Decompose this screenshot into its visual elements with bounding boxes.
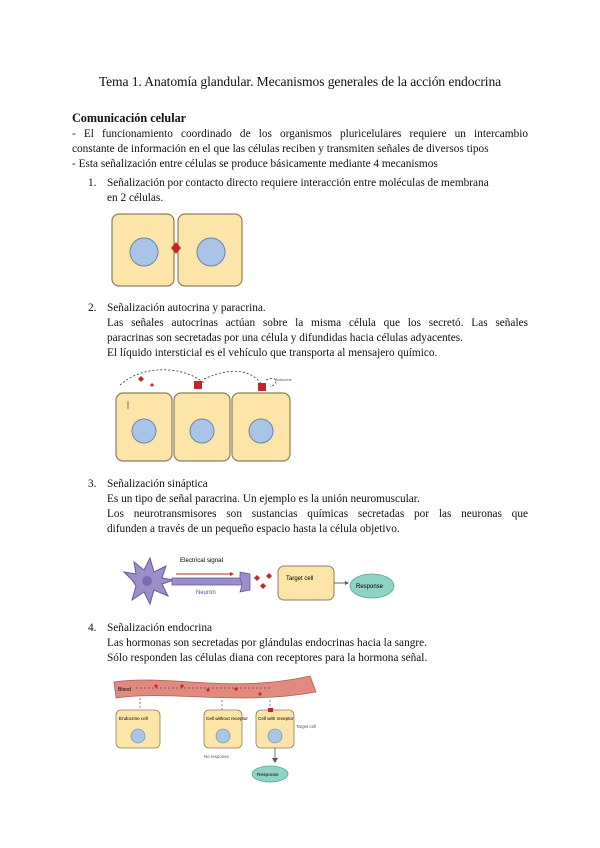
nucleus (197, 238, 225, 266)
signal-molecule (150, 383, 154, 387)
receptor (258, 383, 266, 391)
blood-label: Blood (118, 687, 131, 693)
axon (172, 578, 242, 585)
endocrine-cell-label: Endocrine cell (119, 716, 148, 721)
item-line: en 2 células. (107, 192, 164, 204)
nucleus (190, 419, 214, 443)
response-label: Response (356, 584, 384, 590)
nucleus (249, 419, 273, 443)
intro-line: - El funcionamiento coordinado de los organismos pluricelulares requiere un intercambio (72, 128, 528, 140)
neuron-label: Neuron (196, 590, 216, 596)
blood-vessel (114, 676, 316, 698)
list-number: 3. (88, 478, 97, 490)
arrow-head (345, 581, 349, 585)
target-cell-label: Target cell (286, 576, 314, 582)
item-line: Las señales autocrinas actúan sobre la misma célula que los secretó. Las señales (107, 317, 528, 329)
list-number: 1. (88, 177, 97, 189)
list-item-2 (107, 301, 528, 361)
item-line: difunden a través de un pequeño espacio hasta la célula objetivo. (107, 523, 400, 535)
item-line: Las hormonas son secretadas por glándulas endocrinas hacia la sangre. (107, 637, 427, 649)
item-line: El líquido intersticial es el vehículo que transporta al mensajero químico. (107, 347, 438, 359)
item-line: paracrinas son secretadas por una célula y difundidas hacia células adyacentes. (107, 332, 464, 344)
cell-without-receptor-label: Cell without receptor (206, 716, 248, 721)
neurotransmitter (266, 573, 272, 579)
target-cell (278, 566, 334, 600)
nucleus (131, 729, 145, 743)
nucleus (132, 419, 156, 443)
axon-terminal (240, 572, 250, 592)
item-line: Señalización autocrina y paracrina. (107, 302, 266, 314)
autocrine-paracrine-figure (112, 365, 302, 465)
direct-contact-figure (108, 210, 248, 290)
signal-molecule (138, 376, 144, 382)
receptor (268, 708, 273, 712)
list-number: 4. (88, 622, 97, 634)
endocrine-figure (110, 672, 330, 784)
nucleus (268, 729, 282, 743)
item-line: Los neurotransmisores son sustancias químicas secretadas por las neuronas que (107, 508, 528, 520)
section-heading: Comunicación celular (72, 111, 187, 125)
nucleus (142, 576, 152, 586)
neurotransmitter (260, 583, 266, 589)
intro-line: - Esta señalización entre células se produce básicamente mediante 4 mecanismos (72, 158, 438, 170)
neurotransmitter (254, 575, 260, 581)
item-line: Sólo responden las células diana con receptores para la hormona señal. (107, 652, 428, 664)
synaptic-figure (122, 550, 402, 610)
nucleus (216, 729, 230, 743)
item-line: Es un tipo de señal paracrina. Un ejemplo es la unión neuromuscular. (107, 493, 420, 505)
no-response-label: No response (204, 754, 229, 759)
electrical-signal-label: Electrical signal (180, 557, 223, 564)
list-item-1 (107, 176, 528, 206)
arrow-head (272, 758, 278, 763)
intro-line: constante de información en el que las células reciben y transmiten señales de diversos tipos (72, 143, 489, 155)
list-item-4 (107, 621, 528, 666)
response-label: Response (257, 773, 279, 778)
nucleus (130, 238, 158, 266)
autocrine-label: Autocrine (275, 377, 292, 382)
diffusion-arrow (204, 371, 262, 385)
diffusion-arrow (120, 370, 204, 385)
item-line: Señalización sináptica (107, 478, 208, 490)
list-item-3 (107, 477, 528, 537)
receptor (194, 381, 202, 389)
list-number: 2. (88, 302, 97, 314)
arrow-head (230, 572, 234, 576)
cell-with-receptor-label: Cell with receptor (258, 716, 294, 721)
page-title: Tema 1. Anatomía glandular. Mecanismos generales de la acción endocrina (98, 74, 502, 89)
item-line: Señalización por contacto directo requiere interacción entre moléculas de membrana (107, 177, 489, 189)
item-line: Señalización endocrina (107, 622, 213, 634)
target-cell-label: Target cell (296, 724, 317, 729)
intro-paragraph (72, 127, 528, 172)
